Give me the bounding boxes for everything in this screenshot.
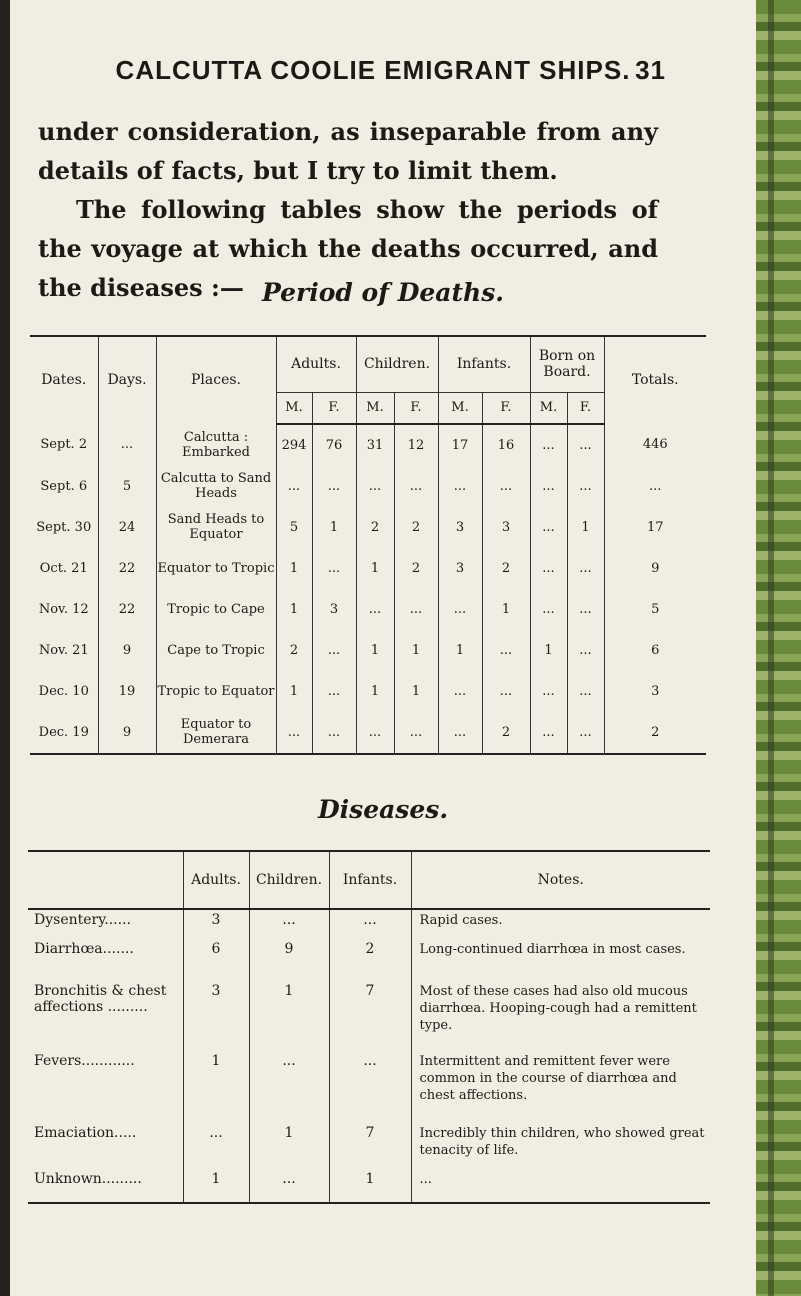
- header-disease: [28, 851, 183, 909]
- diseases-table-title: Diseases.: [317, 795, 449, 824]
- table-row: [30, 671, 706, 712]
- cell-date: Sept. 30: [30, 507, 98, 548]
- cell-place: Equator to Tropic: [156, 548, 276, 589]
- paragraph: The following tables show the periods of the voyage at which the deaths occurred, and the diseases :—: [38, 195, 658, 302]
- cell-bf: ...: [567, 424, 604, 466]
- header-f: F.: [567, 392, 604, 424]
- header-m: M.: [530, 392, 567, 424]
- cell-cf: 1: [394, 671, 438, 712]
- book-left-edge: [0, 0, 10, 1296]
- cell-cf: 12: [394, 424, 438, 466]
- cell-days: ...: [98, 424, 156, 466]
- cell-bm: ...: [530, 671, 567, 712]
- deaths-table-body: [30, 424, 706, 755]
- cell-if: ...: [482, 466, 530, 507]
- cell-note: Most of these cases had also old mucous diarrhœa. Hooping-cough had a remittent type.: [419, 984, 697, 1033]
- cell-days: 9: [98, 630, 156, 671]
- cell-im: ...: [438, 712, 482, 754]
- cell-af: ...: [312, 671, 356, 712]
- page-number: 31: [635, 55, 666, 85]
- table-row: [30, 589, 706, 630]
- header-totals: Totals.: [631, 372, 679, 389]
- cell-cm: 31: [356, 424, 394, 466]
- cell-im: 17: [438, 424, 482, 466]
- table-row: [30, 712, 706, 754]
- cell-note: ...: [419, 1172, 432, 1187]
- cell-days: 9: [98, 712, 156, 754]
- cell-if: 3: [482, 507, 530, 548]
- cell-days: 19: [98, 671, 156, 712]
- cell-af: 76: [312, 424, 356, 466]
- cell-infants: ...: [329, 909, 411, 939]
- cell-am: 2: [276, 630, 312, 671]
- cell-children: 1: [249, 981, 329, 1051]
- cell-am: 5: [276, 507, 312, 548]
- cell-adults: 3: [183, 909, 249, 939]
- cell-days: 22: [98, 548, 156, 589]
- header-born-on-board: Born on Board.: [530, 336, 604, 392]
- cell-bm: ...: [530, 548, 567, 589]
- cell-note: Rapid cases.: [419, 913, 503, 928]
- cell-cf: ...: [394, 466, 438, 507]
- diseases-table: [28, 850, 710, 1204]
- book-page: [10, 0, 756, 1296]
- cell-af: 3: [312, 589, 356, 630]
- cell-children: 1: [249, 1123, 329, 1169]
- cell-total: 17: [646, 519, 664, 535]
- cell-bm: ...: [530, 712, 567, 754]
- cell-cm: 2: [356, 507, 394, 548]
- cell-total: 446: [642, 437, 668, 453]
- cell-cm: ...: [356, 712, 394, 754]
- cell-note: Intermittent and remittent fever were common in the course of diarrhœa and chest affections.: [419, 1054, 677, 1103]
- cell-children: 9: [249, 939, 329, 981]
- cell-name: Bronchitis & chest affections .........: [28, 981, 183, 1051]
- page-header: [10, 55, 756, 86]
- header-adults: Adults.: [183, 851, 249, 909]
- cell-total: 2: [651, 724, 660, 740]
- cell-am: ...: [276, 712, 312, 754]
- cell-adults: 1: [183, 1051, 249, 1123]
- header-dates: Dates.: [30, 336, 98, 424]
- table-row: [30, 466, 706, 507]
- header-places: Places.: [156, 336, 276, 424]
- cell-infants: 2: [329, 939, 411, 981]
- cell-af: 1: [312, 507, 356, 548]
- cell-cf: 2: [394, 548, 438, 589]
- cell-note: Incredibly thin children, who showed great tenacity of life.: [419, 1126, 705, 1158]
- cell-adults: 3: [183, 981, 249, 1051]
- cell-im: ...: [438, 589, 482, 630]
- cell-am: ...: [276, 466, 312, 507]
- deaths-table: [30, 335, 706, 755]
- cell-children: ...: [249, 1051, 329, 1123]
- cell-im: 3: [438, 548, 482, 589]
- cell-im: ...: [438, 671, 482, 712]
- cell-adults: 6: [183, 939, 249, 981]
- header-days: Days.: [98, 336, 156, 424]
- cell-adults: 1: [183, 1169, 249, 1203]
- cell-date: Sept. 6: [30, 466, 98, 507]
- cell-cm: 1: [356, 548, 394, 589]
- cell-am: 1: [276, 589, 312, 630]
- cell-am: 294: [276, 424, 312, 466]
- table-row: [28, 1123, 710, 1169]
- cell-im: 1: [438, 630, 482, 671]
- cell-bm: ...: [530, 466, 567, 507]
- cell-if: 2: [482, 712, 530, 754]
- table-row: [28, 1051, 710, 1123]
- diseases-table-body: [28, 909, 710, 1203]
- cell-bm: 1: [530, 630, 567, 671]
- cell-am: 1: [276, 548, 312, 589]
- cell-children: ...: [249, 909, 329, 939]
- cell-name: Unknown.........: [28, 1169, 183, 1203]
- cell-place: Cape to Tropic: [156, 630, 276, 671]
- cell-af: ...: [312, 712, 356, 754]
- header-children: Children.: [356, 336, 438, 392]
- header-notes: Notes.: [411, 851, 710, 909]
- cell-name: Dysentery......: [28, 909, 183, 939]
- cell-place: Tropic to Cape: [156, 589, 276, 630]
- cell-af: ...: [312, 548, 356, 589]
- cell-if: 2: [482, 548, 530, 589]
- cell-days: 5: [98, 466, 156, 507]
- cell-date: Sept. 2: [30, 424, 98, 466]
- running-title: CALCUTTA COOLIE EMIGRANT SHIPS.: [115, 55, 631, 85]
- cell-infants: 1: [329, 1169, 411, 1203]
- cell-af: ...: [312, 466, 356, 507]
- header-m: M.: [438, 392, 482, 424]
- header-m: M.: [276, 392, 312, 424]
- table-row: [30, 507, 706, 548]
- cell-if: ...: [482, 671, 530, 712]
- cell-cf: 1: [394, 630, 438, 671]
- cell-days: 24: [98, 507, 156, 548]
- cell-bf: ...: [567, 630, 604, 671]
- cell-infants: ...: [329, 1051, 411, 1123]
- header-children: Children.: [249, 851, 329, 909]
- cell-cm: 1: [356, 671, 394, 712]
- cell-bm: ...: [530, 424, 567, 466]
- table-row: [30, 424, 706, 466]
- cell-date: Nov. 12: [30, 589, 98, 630]
- cell-name: Diarrhœa.......: [28, 939, 183, 981]
- header-f: F.: [312, 392, 356, 424]
- paragraph: under consideration, as inseparable from any details of facts, but I try to limit them.: [38, 117, 658, 185]
- cell-bm: ...: [530, 589, 567, 630]
- cell-cf: ...: [394, 712, 438, 754]
- header-f: F.: [482, 392, 530, 424]
- cell-total: ...: [649, 478, 662, 494]
- cell-cm: ...: [356, 466, 394, 507]
- cell-place: Calcutta : Embarked: [156, 424, 276, 466]
- cell-name: Fevers............: [28, 1051, 183, 1123]
- cell-date: Nov. 21: [30, 630, 98, 671]
- cell-cm: 1: [356, 630, 394, 671]
- cell-cm: ...: [356, 589, 394, 630]
- table-row: [28, 909, 710, 939]
- cell-total: 3: [651, 683, 660, 699]
- cell-af: ...: [312, 630, 356, 671]
- table-row: [30, 630, 706, 671]
- cell-date: Dec. 10: [30, 671, 98, 712]
- cell-bf: ...: [567, 712, 604, 754]
- header-f: F.: [394, 392, 438, 424]
- cell-note: Long-continued diarrhœa in most cases.: [419, 942, 686, 957]
- cell-days: 22: [98, 589, 156, 630]
- cell-bf: ...: [567, 589, 604, 630]
- cell-place: Calcutta to Sand Heads: [156, 466, 276, 507]
- cell-adults: ...: [183, 1123, 249, 1169]
- table-row: [28, 939, 710, 981]
- cell-bf: ...: [567, 466, 604, 507]
- cell-bm: ...: [530, 507, 567, 548]
- cell-place: Equator to Demerara: [156, 712, 276, 754]
- cell-if: ...: [482, 630, 530, 671]
- table-row: [28, 981, 710, 1051]
- cell-place: Sand Heads to Equator: [156, 507, 276, 548]
- cell-date: Dec. 19: [30, 712, 98, 754]
- cell-cf: 2: [394, 507, 438, 548]
- cell-bf: ...: [567, 671, 604, 712]
- cell-if: 16: [482, 424, 530, 466]
- cell-place: Tropic to Equator: [156, 671, 276, 712]
- cell-date: Oct. 21: [30, 548, 98, 589]
- header-adults: Adults.: [276, 336, 356, 392]
- book-spine-shadow: [768, 0, 774, 1296]
- cell-cf: ...: [394, 589, 438, 630]
- cell-infants: 7: [329, 1123, 411, 1169]
- cell-total: 5: [651, 601, 660, 617]
- cell-name: Emaciation.....: [28, 1123, 183, 1169]
- cell-am: 1: [276, 671, 312, 712]
- cell-if: 1: [482, 589, 530, 630]
- cell-total: 6: [651, 642, 660, 658]
- table-row: [28, 1169, 710, 1203]
- cell-bf: ...: [567, 548, 604, 589]
- table-row: [30, 548, 706, 589]
- cell-im: 3: [438, 507, 482, 548]
- cell-children: ...: [249, 1169, 329, 1203]
- deaths-table-title: Period of Deaths.: [262, 278, 504, 307]
- header-m: M.: [356, 392, 394, 424]
- header-infants: Infants.: [329, 851, 411, 909]
- cell-infants: 7: [329, 981, 411, 1051]
- book-spine: [756, 0, 801, 1296]
- cell-im: ...: [438, 466, 482, 507]
- header-infants: Infants.: [438, 336, 530, 392]
- cell-total: 9: [651, 560, 660, 576]
- cell-bf: 1: [567, 507, 604, 548]
